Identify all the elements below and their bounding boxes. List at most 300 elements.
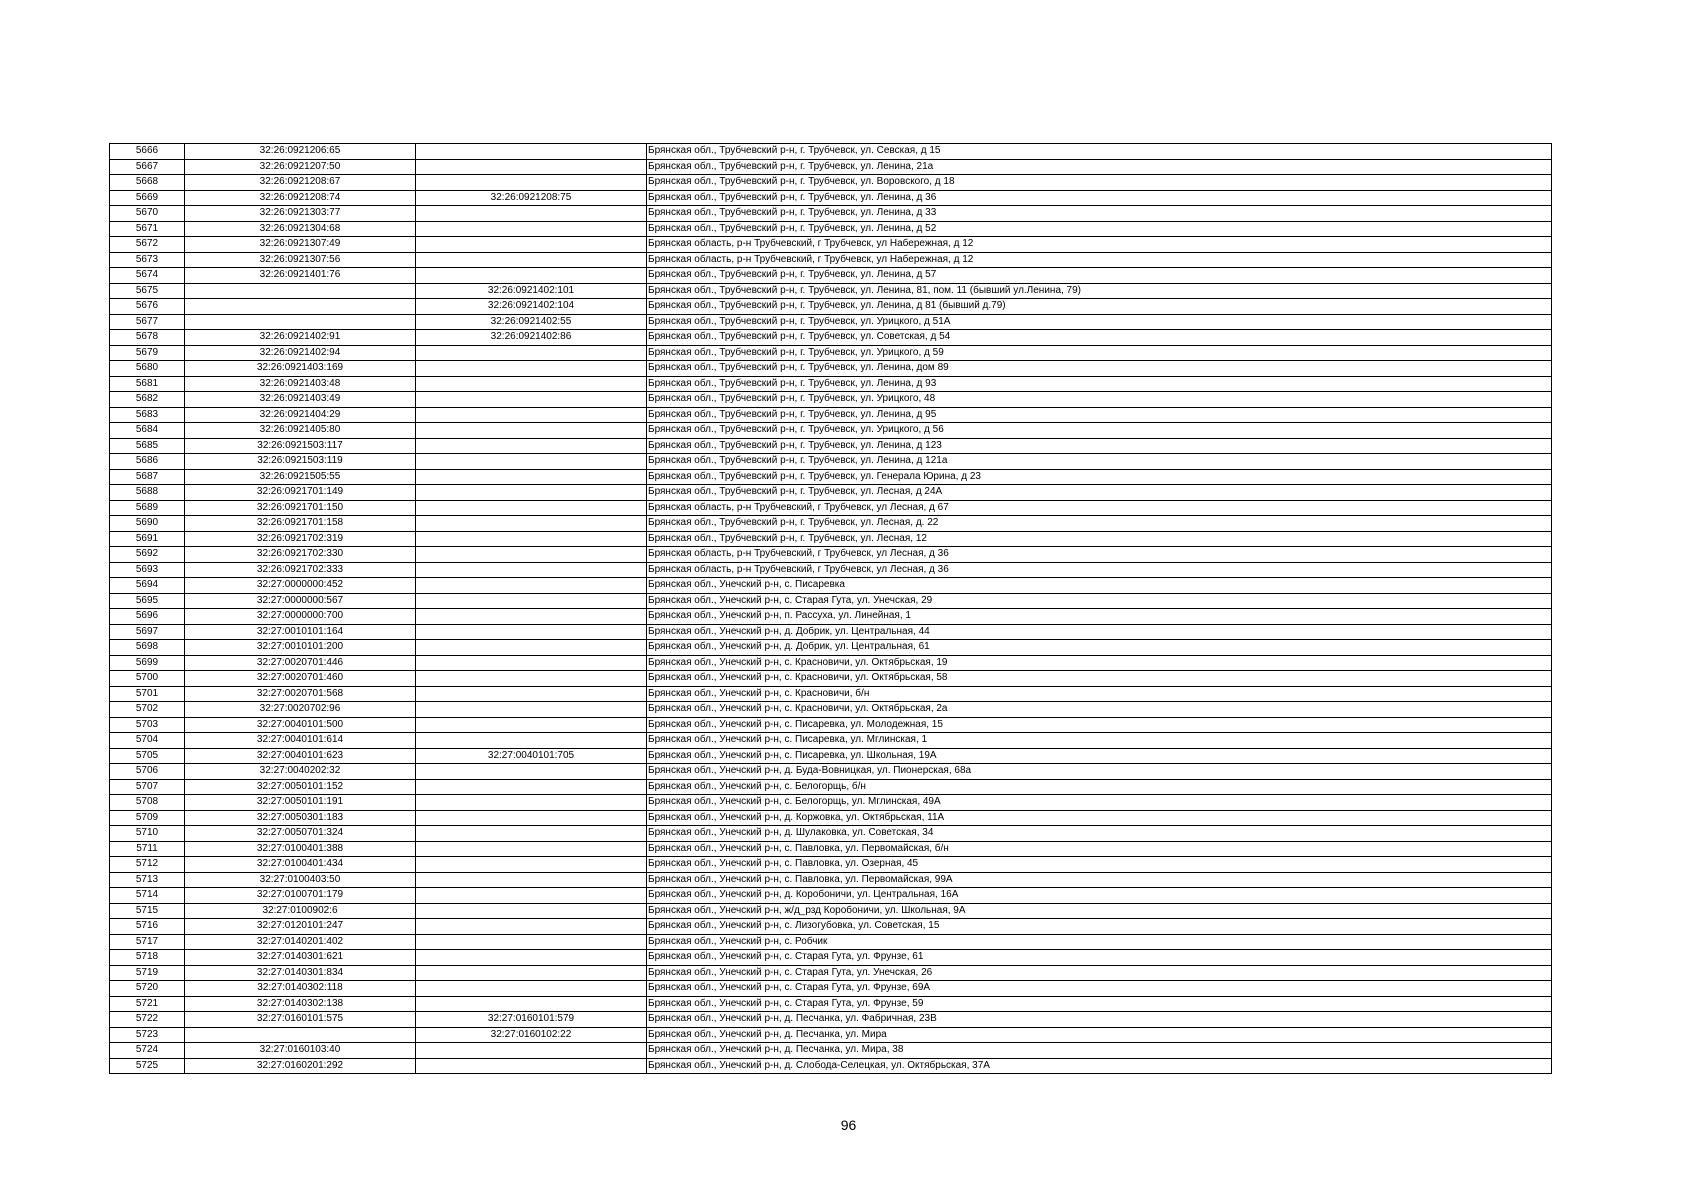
cadastral-number: 32:27:0000000:567 (185, 593, 416, 609)
row-number: 5673 (110, 252, 185, 268)
cadastral-number: 32:27:0020701:446 (185, 655, 416, 671)
table-row (110, 485, 1552, 501)
related-cadastral-number: 32:26:0921402:55 (416, 314, 647, 330)
related-cadastral-number (416, 578, 647, 594)
related-cadastral-number: 32:26:0921402:86 (416, 330, 647, 346)
address: Брянская обл., Унечский р-н, д. Песчанка, ул. Фабричная, 23В (647, 1012, 1552, 1028)
table-row (110, 578, 1552, 594)
address: Брянская обл., Унечский р-н, с. Павловка, ул. Первомайская, 99А (647, 872, 1552, 888)
related-cadastral-number (416, 764, 647, 780)
cadastral-number: 32:27:0000000:452 (185, 578, 416, 594)
cadastral-number: 32:27:0100902:6 (185, 903, 416, 919)
related-cadastral-number (416, 779, 647, 795)
address: Брянская обл., Унечский р-н, с. Писаревка, ул. Школьная, 19А (647, 748, 1552, 764)
cadastral-number: 32:27:0050101:152 (185, 779, 416, 795)
address: Брянская обл., Трубчевский р-н, г. Трубчевск, ул. Ленина, д 57 (647, 268, 1552, 284)
table-row (110, 593, 1552, 609)
row-number: 5688 (110, 485, 185, 501)
address: Брянская обл., Трубчевский р-н, г. Трубчевск, ул. Ленина, д 121а (647, 454, 1552, 470)
table-row (110, 903, 1552, 919)
cadastral-number: 32:27:0040202:32 (185, 764, 416, 780)
address: Брянская обл., Трубчевский р-н, г. Трубчевск, ул. Ленина, д 95 (647, 407, 1552, 423)
table-row (110, 655, 1552, 671)
related-cadastral-number (416, 438, 647, 454)
address: Брянская обл., Унечский р-н, ж/д_рзд Коробоничи, ул. Школьная, 9А (647, 903, 1552, 919)
table-row (110, 702, 1552, 718)
cadastral-number: 32:26:0921206:65 (185, 144, 416, 160)
related-cadastral-number (416, 686, 647, 702)
cadastral-number: 32:26:0921503:119 (185, 454, 416, 470)
table-row (110, 810, 1552, 826)
cadastral-number: 32:27:0050301:183 (185, 810, 416, 826)
address: Брянская обл., Трубчевский р-н, г. Трубчевск, ул. Ленина, д 93 (647, 376, 1552, 392)
cadastral-number: 32:26:0921401:76 (185, 268, 416, 284)
cadastral-number: 32:27:0010101:200 (185, 640, 416, 656)
cadastral-number: 32:27:0050701:324 (185, 826, 416, 842)
row-number: 5692 (110, 547, 185, 563)
related-cadastral-number (416, 531, 647, 547)
table-row (110, 516, 1552, 532)
table-row (110, 919, 1552, 935)
row-number: 5710 (110, 826, 185, 842)
table-row (110, 609, 1552, 625)
related-cadastral-number (416, 345, 647, 361)
cadastral-number: 32:26:0921503:117 (185, 438, 416, 454)
row-number: 5707 (110, 779, 185, 795)
address: Брянская обл., Трубчевский р-н, г. Трубчевск, ул. Ленина, 81, пом. 11 (бывший ул.Ленина, 79) (647, 283, 1552, 299)
cadastral-number: 32:27:0100403:50 (185, 872, 416, 888)
table-row (110, 857, 1552, 873)
related-cadastral-number (416, 655, 647, 671)
address: Брянская обл., Унечский р-н, с. Павловка, ул. Первомайская, б/н (647, 841, 1552, 857)
address: Брянская обл., Унечский р-н, д. Коробоничи, ул. Центральная, 16А (647, 888, 1552, 904)
cadastral-number: 32:27:0020701:460 (185, 671, 416, 687)
address: Брянская обл., Унечский р-н, с. Старая Гута, ул. Унечская, 26 (647, 965, 1552, 981)
table-row (110, 330, 1552, 346)
table-row (110, 438, 1552, 454)
cadastral-number: 32:27:0120101:247 (185, 919, 416, 935)
table-row (110, 376, 1552, 392)
row-number: 5725 (110, 1058, 185, 1074)
table-row (110, 562, 1552, 578)
related-cadastral-number (416, 624, 647, 640)
row-number: 5669 (110, 190, 185, 206)
row-number: 5720 (110, 981, 185, 997)
related-cadastral-number (416, 268, 647, 284)
row-number: 5718 (110, 950, 185, 966)
address: Брянская обл., Унечский р-н, д. Песчанка, ул. Мира, 38 (647, 1043, 1552, 1059)
table-row (110, 996, 1552, 1012)
cadastral-number: 32:26:0921403:49 (185, 392, 416, 408)
table-row (110, 268, 1552, 284)
cadastral-number: 32:27:0140301:621 (185, 950, 416, 966)
table-row (110, 640, 1552, 656)
row-number: 5696 (110, 609, 185, 625)
table-row (110, 764, 1552, 780)
row-number: 5683 (110, 407, 185, 423)
cadastral-number: 32:27:0100701:179 (185, 888, 416, 904)
page-number: 96 (840, 1117, 857, 1133)
table-row (110, 733, 1552, 749)
cadastral-number: 32:26:0921307:56 (185, 252, 416, 268)
address: Брянская обл., Трубчевский р-н, г. Трубчевск, ул. Лесная, 12 (647, 531, 1552, 547)
cadastral-number: 32:26:0921402:94 (185, 345, 416, 361)
related-cadastral-number (416, 376, 647, 392)
table-row (110, 950, 1552, 966)
row-number: 5675 (110, 283, 185, 299)
related-cadastral-number: 32:26:0921208:75 (416, 190, 647, 206)
row-number: 5682 (110, 392, 185, 408)
table-row (110, 144, 1552, 160)
row-number: 5721 (110, 996, 185, 1012)
related-cadastral-number (416, 159, 647, 175)
address: Брянская область, р-н Трубчевский, г Трубчевск, ул Лесная, д 36 (647, 547, 1552, 563)
row-number: 5679 (110, 345, 185, 361)
table-row (110, 1012, 1552, 1028)
related-cadastral-number (416, 609, 647, 625)
address: Брянская область, р-н Трубчевский, г Трубчевск, ул Лесная, д 67 (647, 500, 1552, 516)
address: Брянская обл., Унечский р-н, с. Писаревка (647, 578, 1552, 594)
address: Брянская обл., Трубчевский р-н, г. Трубчевск, ул. Урицкого, д 51А (647, 314, 1552, 330)
row-number: 5690 (110, 516, 185, 532)
cadastral-number: 32:26:0921402:91 (185, 330, 416, 346)
address: Брянская обл., Унечский р-н, с. Красновичи, ул. Октябрьская, 58 (647, 671, 1552, 687)
row-number: 5702 (110, 702, 185, 718)
row-number: 5677 (110, 314, 185, 330)
table-row (110, 965, 1552, 981)
address: Брянская обл., Трубчевский р-н, г. Трубчевск, ул. Ленина, д 33 (647, 206, 1552, 222)
cadastral-number: 32:27:0140301:834 (185, 965, 416, 981)
table-row (110, 500, 1552, 516)
related-cadastral-number (416, 392, 647, 408)
table-row (110, 454, 1552, 470)
address: Брянская обл., Трубчевский р-н, г. Трубчевск, ул. Ленина, дом 89 (647, 361, 1552, 377)
address: Брянская обл., Трубчевский р-н, г. Трубчевск, ул. Лесная, д. 22 (647, 516, 1552, 532)
related-cadastral-number (416, 872, 647, 888)
address: Брянская обл., Унечский р-н, д. Добрик, ул. Центральная, 61 (647, 640, 1552, 656)
table-row (110, 283, 1552, 299)
related-cadastral-number (416, 826, 647, 842)
related-cadastral-number (416, 361, 647, 377)
cadastral-number: 32:26:0921403:169 (185, 361, 416, 377)
row-number: 5704 (110, 733, 185, 749)
related-cadastral-number (416, 857, 647, 873)
cadastral-number (185, 299, 416, 315)
address: Брянская обл., Трубчевский р-н, г. Трубчевск, ул. Ленина, д 81 (бывший д.79) (647, 299, 1552, 315)
address: Брянская обл., Унечский р-н, с. Старая Гута, ул. Унечская, 29 (647, 593, 1552, 609)
row-number: 5711 (110, 841, 185, 857)
row-number: 5706 (110, 764, 185, 780)
table-row (110, 795, 1552, 811)
row-number: 5698 (110, 640, 185, 656)
cadastral-number: 32:27:0040101:614 (185, 733, 416, 749)
related-cadastral-number (416, 903, 647, 919)
address: Брянская обл., Унечский р-н, п. Рассуха, ул. Линейная, 1 (647, 609, 1552, 625)
address: Брянская область, р-н Трубчевский, г Трубчевск, ул Набережная, д 12 (647, 252, 1552, 268)
table-row (110, 686, 1552, 702)
cadastral-number: 32:26:0921207:50 (185, 159, 416, 175)
cadastral-number: 32:26:0921702:333 (185, 562, 416, 578)
address: Брянская обл., Унечский р-н, с. Старая Гута, ул. Фрунзе, 61 (647, 950, 1552, 966)
related-cadastral-number (416, 221, 647, 237)
address: Брянская обл., Трубчевский р-н, г. Трубчевск, ул. Ленина, 21а (647, 159, 1552, 175)
row-number: 5689 (110, 500, 185, 516)
address: Брянская обл., Унечский р-н, с. Писаревка, ул. Мглинская, 1 (647, 733, 1552, 749)
table-row (110, 1027, 1552, 1043)
related-cadastral-number (416, 252, 647, 268)
related-cadastral-number (416, 206, 647, 222)
address: Брянская обл., Унечский р-н, с. Лизогубовка, ул. Советская, 15 (647, 919, 1552, 935)
address: Брянская обл., Унечский р-н, с. Павловка, ул. Озерная, 45 (647, 857, 1552, 873)
related-cadastral-number (416, 562, 647, 578)
related-cadastral-number (416, 547, 647, 563)
table-row (110, 299, 1552, 315)
row-number: 5716 (110, 919, 185, 935)
cadastral-number: 32:27:0000000:700 (185, 609, 416, 625)
row-number: 5701 (110, 686, 185, 702)
row-number: 5678 (110, 330, 185, 346)
row-number: 5680 (110, 361, 185, 377)
related-cadastral-number (416, 702, 647, 718)
related-cadastral-number (416, 841, 647, 857)
related-cadastral-number (416, 640, 647, 656)
address: Брянская область, р-н Трубчевский, г Трубчевск, ул Лесная, д 36 (647, 562, 1552, 578)
row-number: 5723 (110, 1027, 185, 1043)
cadastral-number (185, 314, 416, 330)
related-cadastral-number (416, 1058, 647, 1074)
row-number: 5691 (110, 531, 185, 547)
address: Брянская обл., Трубчевский р-н, г. Трубчевск, ул. Урицкого, д 59 (647, 345, 1552, 361)
address: Брянская обл., Унечский р-н, с. Белогорщь, б/н (647, 779, 1552, 795)
cadastral-number (185, 283, 416, 299)
table-row (110, 841, 1552, 857)
address: Брянская обл., Трубчевский р-н, г. Трубчевск, ул. Ленина, д 52 (647, 221, 1552, 237)
cadastral-number: 32:26:0921208:74 (185, 190, 416, 206)
row-number: 5715 (110, 903, 185, 919)
related-cadastral-number (416, 237, 647, 253)
related-cadastral-number (416, 423, 647, 439)
address: Брянская обл., Унечский р-н, д. Буда-Вовницкая, ул. Пионерская, 68а (647, 764, 1552, 780)
related-cadastral-number (416, 795, 647, 811)
row-number: 5724 (110, 1043, 185, 1059)
row-number: 5695 (110, 593, 185, 609)
cadastral-number: 32:26:0921404:29 (185, 407, 416, 423)
related-cadastral-number (416, 996, 647, 1012)
row-number: 5687 (110, 469, 185, 485)
row-number: 5713 (110, 872, 185, 888)
table-row (110, 1043, 1552, 1059)
address: Брянская обл., Унечский р-н, д. Слобода-Селецкая, ул. Октябрьская, 37А (647, 1058, 1552, 1074)
row-number: 5697 (110, 624, 185, 640)
related-cadastral-number (416, 1043, 647, 1059)
address: Брянская обл., Унечский р-н, д. Коржовка, ул. Октябрьская, 11А (647, 810, 1552, 826)
row-number: 5719 (110, 965, 185, 981)
related-cadastral-number (416, 500, 647, 516)
table-row (110, 469, 1552, 485)
address: Брянская обл., Унечский р-н, с. Старая Гута, ул. Фрунзе, 59 (647, 996, 1552, 1012)
row-number: 5705 (110, 748, 185, 764)
table-row (110, 206, 1552, 222)
related-cadastral-number (416, 934, 647, 950)
related-cadastral-number (416, 144, 647, 160)
row-number: 5668 (110, 175, 185, 191)
cadastral-number: 32:27:0140302:138 (185, 996, 416, 1012)
related-cadastral-number: 32:26:0921402:104 (416, 299, 647, 315)
cadastral-number: 32:27:0160101:575 (185, 1012, 416, 1028)
related-cadastral-number (416, 469, 647, 485)
cadastral-number: 32:27:0040101:623 (185, 748, 416, 764)
table-row (110, 392, 1552, 408)
table-row (110, 934, 1552, 950)
cadastral-number: 32:26:0921701:149 (185, 485, 416, 501)
address: Брянская обл., Унечский р-н, д. Шулаковка, ул. Советская, 34 (647, 826, 1552, 842)
row-number: 5674 (110, 268, 185, 284)
table-row (110, 345, 1552, 361)
related-cadastral-number: 32:27:0040101:705 (416, 748, 647, 764)
cadastral-number: 32:26:0921702:330 (185, 547, 416, 563)
row-number: 5681 (110, 376, 185, 392)
address: Брянская обл., Унечский р-н, д. Песчанка, ул. Мира (647, 1027, 1552, 1043)
cadastral-number: 32:27:0040101:500 (185, 717, 416, 733)
cadastral-number: 32:27:0100401:388 (185, 841, 416, 857)
row-number: 5694 (110, 578, 185, 594)
table-row (110, 748, 1552, 764)
address: Брянская обл., Унечский р-н, с. Робчик (647, 934, 1552, 950)
cadastral-number: 32:26:0921303:77 (185, 206, 416, 222)
table-row (110, 624, 1552, 640)
related-cadastral-number (416, 175, 647, 191)
row-number: 5671 (110, 221, 185, 237)
row-number: 5684 (110, 423, 185, 439)
related-cadastral-number (416, 950, 647, 966)
table-row (110, 872, 1552, 888)
row-number: 5676 (110, 299, 185, 315)
cadastral-number: 32:26:0921307:49 (185, 237, 416, 253)
address: Брянская обл., Трубчевский р-н, г. Трубчевск, ул. Генерала Юрина, д 23 (647, 469, 1552, 485)
cadastral-number: 32:27:0140302:118 (185, 981, 416, 997)
cadastral-number: 32:26:0921701:158 (185, 516, 416, 532)
table-row (110, 221, 1552, 237)
related-cadastral-number (416, 516, 647, 532)
address: Брянская обл., Трубчевский р-н, г. Трубчевск, ул. Урицкого, 48 (647, 392, 1552, 408)
table-row (110, 423, 1552, 439)
table-row (110, 717, 1552, 733)
related-cadastral-number (416, 407, 647, 423)
row-number: 5699 (110, 655, 185, 671)
table-row (110, 159, 1552, 175)
row-number: 5685 (110, 438, 185, 454)
row-number: 5672 (110, 237, 185, 253)
cadastral-number: 32:27:0010101:164 (185, 624, 416, 640)
row-number: 5666 (110, 144, 185, 160)
address: Брянская обл., Трубчевский р-н, г. Трубчевск, ул. Севская, д 15 (647, 144, 1552, 160)
cadastral-number: 32:27:0020702:96 (185, 702, 416, 718)
address: Брянская обл., Трубчевский р-н, г. Трубчевск, ул. Лесная, д 24А (647, 485, 1552, 501)
table-row (110, 237, 1552, 253)
table-row (110, 531, 1552, 547)
related-cadastral-number (416, 454, 647, 470)
row-number: 5667 (110, 159, 185, 175)
table-row (110, 779, 1552, 795)
table-row (110, 190, 1552, 206)
related-cadastral-number: 32:27:0160101:579 (416, 1012, 647, 1028)
cadastral-number: 32:27:0050101:191 (185, 795, 416, 811)
cadastral-number: 32:27:0100401:434 (185, 857, 416, 873)
cadastral-number: 32:26:0921702:319 (185, 531, 416, 547)
cadastral-number: 32:26:0921208:67 (185, 175, 416, 191)
cadastral-number: 32:26:0921403:48 (185, 376, 416, 392)
cadastral-number (185, 1027, 416, 1043)
address: Брянская обл., Трубчевский р-н, г. Трубчевск, ул. Воровского, д 18 (647, 175, 1552, 191)
table-row (110, 671, 1552, 687)
table-row (110, 252, 1552, 268)
row-number: 5670 (110, 206, 185, 222)
cadastral-number: 32:27:0160201:292 (185, 1058, 416, 1074)
related-cadastral-number: 32:27:0160102:22 (416, 1027, 647, 1043)
related-cadastral-number (416, 810, 647, 826)
cadastral-number: 32:26:0921505:55 (185, 469, 416, 485)
address: Брянская область, р-н Трубчевский, г Трубчевск, ул Набережная, д 12 (647, 237, 1552, 253)
related-cadastral-number (416, 919, 647, 935)
address: Брянская обл., Трубчевский р-н, г. Трубчевск, ул. Урицкого, д 56 (647, 423, 1552, 439)
address: Брянская обл., Унечский р-н, с. Белогорщь, ул. Мглинская, 49А (647, 795, 1552, 811)
row-number: 5722 (110, 1012, 185, 1028)
table-row (110, 981, 1552, 997)
address: Брянская обл., Трубчевский р-н, г. Трубчевск, ул. Ленина, д 123 (647, 438, 1552, 454)
cadastral-number: 32:27:0140201:402 (185, 934, 416, 950)
related-cadastral-number (416, 733, 647, 749)
address: Брянская обл., Унечский р-н, с. Красновичи, б/н (647, 686, 1552, 702)
related-cadastral-number (416, 485, 647, 501)
related-cadastral-number (416, 965, 647, 981)
related-cadastral-number (416, 717, 647, 733)
address: Брянская обл., Унечский р-н, с. Красновичи, ул. Октябрьская, 19 (647, 655, 1552, 671)
related-cadastral-number (416, 593, 647, 609)
related-cadastral-number (416, 671, 647, 687)
address: Брянская обл., Унечский р-н, д. Добрик, ул. Центральная, 44 (647, 624, 1552, 640)
address: Брянская обл., Трубчевский р-н, г. Трубчевск, ул. Ленина, д 36 (647, 190, 1552, 206)
cadastral-number: 32:27:0160103:40 (185, 1043, 416, 1059)
table-row (110, 361, 1552, 377)
cadastral-number: 32:27:0020701:568 (185, 686, 416, 702)
row-number: 5712 (110, 857, 185, 873)
row-number: 5703 (110, 717, 185, 733)
address: Брянская обл., Унечский р-н, с. Красновичи, ул. Октябрьская, 2а (647, 702, 1552, 718)
row-number: 5686 (110, 454, 185, 470)
table-row (110, 314, 1552, 330)
row-number: 5717 (110, 934, 185, 950)
table-row (110, 175, 1552, 191)
register-table-body (110, 144, 1552, 1074)
row-number: 5714 (110, 888, 185, 904)
row-number: 5709 (110, 810, 185, 826)
address: Брянская обл., Унечский р-н, с. Писаревка, ул. Молодежная, 15 (647, 717, 1552, 733)
table-row (110, 407, 1552, 423)
table-row (110, 1058, 1552, 1074)
cadastral-number: 32:26:0921405:80 (185, 423, 416, 439)
cadastral-number: 32:26:0921701:150 (185, 500, 416, 516)
related-cadastral-number (416, 981, 647, 997)
row-number: 5693 (110, 562, 185, 578)
table-row (110, 547, 1552, 563)
row-number: 5708 (110, 795, 185, 811)
row-number: 5700 (110, 671, 185, 687)
address: Брянская обл., Унечский р-н, с. Старая Гута, ул. Фрунзе, 69А (647, 981, 1552, 997)
related-cadastral-number: 32:26:0921402:101 (416, 283, 647, 299)
address: Брянская обл., Трубчевский р-н, г. Трубчевск, ул. Советская, д 54 (647, 330, 1552, 346)
register-table (109, 143, 1552, 1074)
table-row (110, 826, 1552, 842)
